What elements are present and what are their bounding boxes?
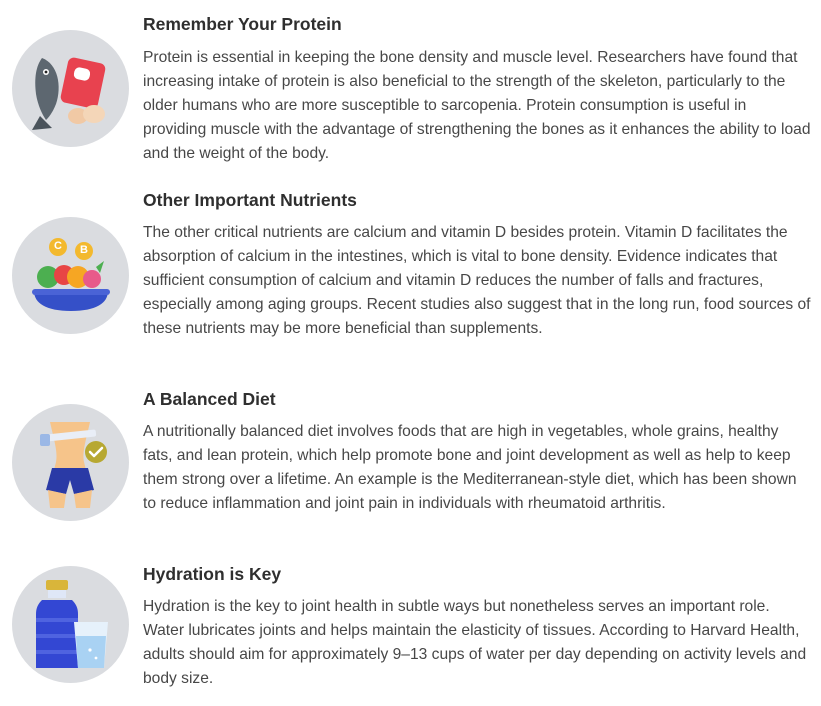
section-title: Remember Your Protein	[143, 14, 342, 34]
vegetable-bowl-vitamins-icon	[12, 217, 129, 334]
water-bottle-glass-icon	[12, 566, 129, 683]
waist-measure-icon	[12, 404, 129, 521]
protein-food-icon	[12, 30, 129, 147]
vitamin-c-label: C	[54, 240, 62, 252]
section-body: Hydration is the key to joint health in subtle ways but nonetheless serves an important role. Water lubricates joints and helps maintain the elasticity of tissues. According to Harvard Health, adults should aim for approximately 9–13 cups of water per day depending on activity levels and body size.	[143, 598, 807, 687]
section-body: Protein is essential in keeping the bone density and muscle level. Researchers have found that increasing intake of protein is also beneficial to the strength of the skeleton, particularly to the older humans who are more susceptible to sarcopenia. Protein consumption is useful in providing muscle with the advantage of strengthening the bones as it enhances the ability to load and the weight of the body.	[143, 49, 811, 162]
section-title: A Balanced Diet	[143, 389, 276, 409]
section-body: The other critical nutrients are calcium and vitamin D besides protein. Vitamin D facilitates the absorption of calcium in the intestines, which is vital to bone density. Evidence indicates that sufficient consumption of calcium and vitamin D reduces the number of falls and fractures, especially among aging groups. Recent studies also suggest that in the long run, food sources of these nutrients may be more beneficial than supplements.	[143, 224, 811, 337]
section-body: A nutritionally balanced diet involves foods that are high in vegetables, whole grains, healthy fats, and lean protein, which help promote bone and joint development as well as help to keep them strong over a lifetime. An example is the Mediterranean-style diet, which has been shown to reduce inflammation and joint pain in individuals with rheumatoid arthritis.	[143, 423, 797, 512]
vitamin-b-label: B	[80, 244, 88, 256]
section-title: Hydration is Key	[143, 564, 282, 584]
section-title: Other Important Nutrients	[143, 190, 357, 210]
